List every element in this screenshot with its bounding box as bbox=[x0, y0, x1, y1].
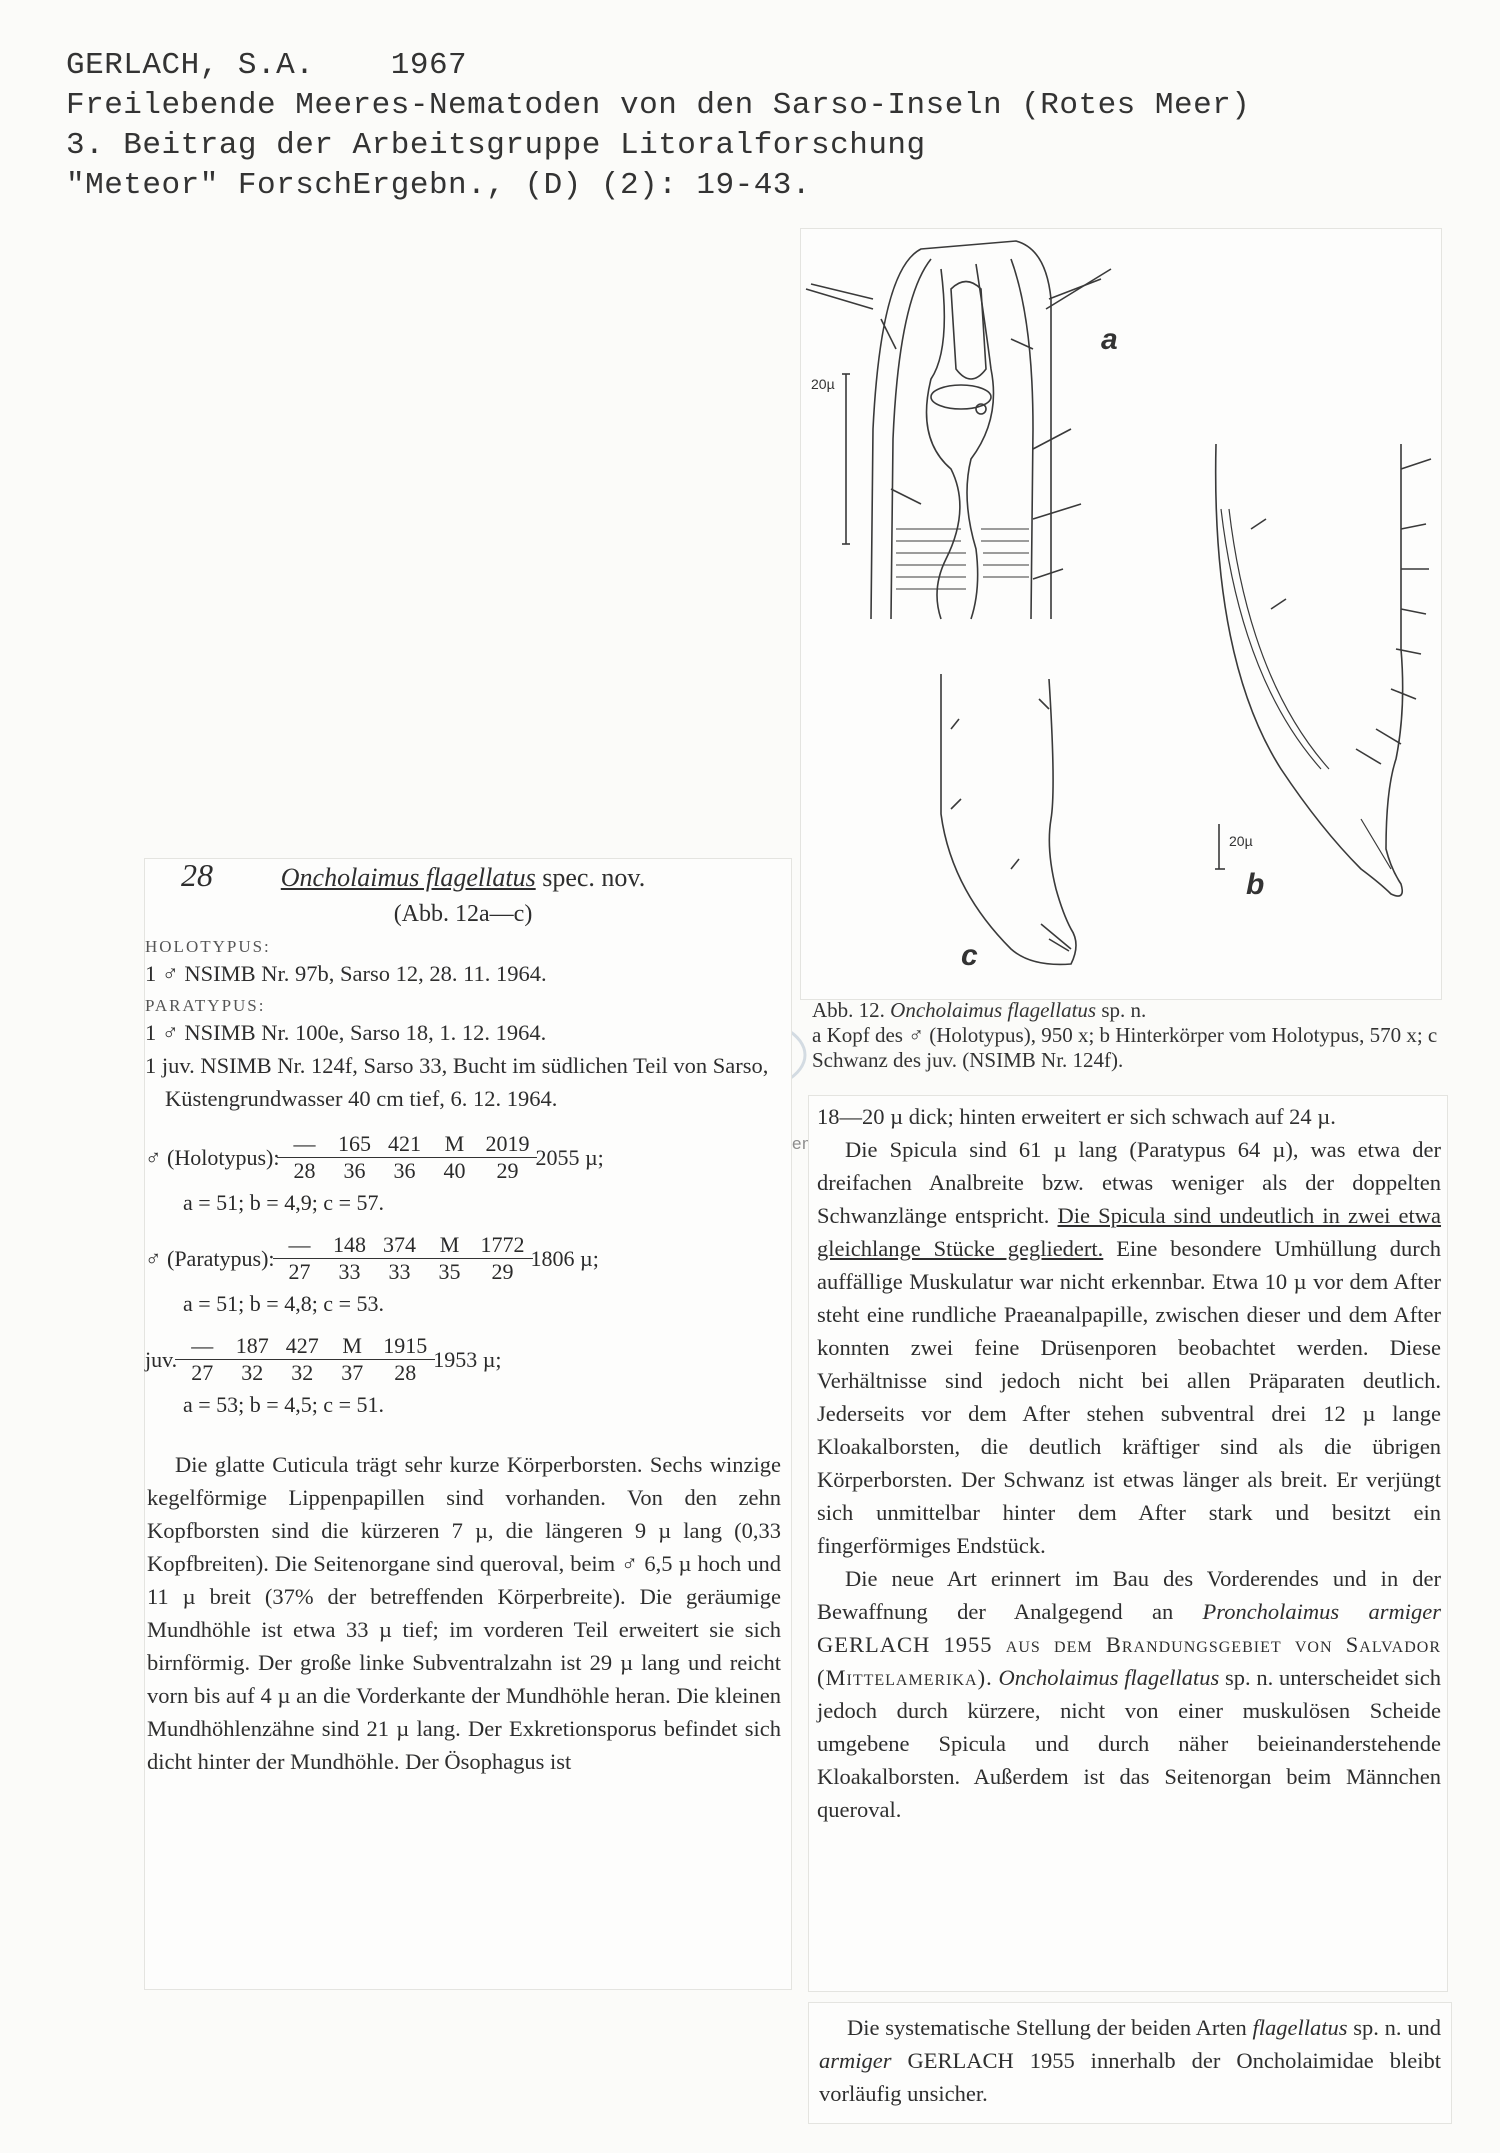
fraction-num: 2019 bbox=[477, 1131, 537, 1158]
measurement-block-juvenile bbox=[145, 1333, 781, 1418]
measurement-block-paratypus bbox=[145, 1232, 781, 1317]
citation-journal: "Meteor" ForschErgebn., (D) (2): 19-43. bbox=[66, 168, 812, 203]
species-suffix: spec. nov. bbox=[542, 863, 646, 892]
measurement-total: 1806 µ; bbox=[530, 1245, 599, 1271]
description-paragraph: Die glatte Cuticula trägt sehr kurze Körperborsten. Sechs winzige kegelförmige Lippenpapillen sind vorhanden. Von den zehn Kopfborsten sind die kürzeren 7 µ, die längeren 9 µ lang (0,33 Kopfbreiten). Die Seitenorgane sind queroval, beim ♂ 6,5 µ hoch und 11 µ breit (37% der betreffenden Körperbreite). Die geräumige Mundhöhle ist etwa 33 µ tief; im vorderen Teil erweitert sie sich birnförmig. Der große linke Subventralzahn ist 29 µ lang und reicht vorn bis auf 4 µ an die Vorderkante der Mundhöhle heran. Die kleinen Mundhöhlenzähne sind 21 µ lang. Der Exkretionsporus befindet sich dicht hinter der Mundhöhle. Der Ösophagus ist bbox=[147, 1452, 781, 1774]
systematic-species-1: flagellatus bbox=[1252, 2015, 1348, 2040]
fraction-num: M bbox=[427, 1131, 481, 1158]
spicula-sentence-underlined: Die Spicula sind undeutlich in zwei etwa gleichlange Stücke gegliedert. bbox=[817, 1203, 1442, 1261]
measurement-ratios: a = 51; b = 4,8; c = 53. bbox=[183, 1291, 384, 1316]
fraction-den: 28 bbox=[394, 1360, 417, 1385]
fraction-num: 374 bbox=[373, 1232, 427, 1259]
figure-caption bbox=[812, 998, 1448, 1073]
oesophagus-continuation: 18—20 µ dick; hinten erweitert er sich schwach auf 24 µ. bbox=[817, 1104, 1336, 1129]
fraction-num: 148 bbox=[323, 1232, 377, 1259]
measurement-total: 2055 µ; bbox=[535, 1144, 604, 1170]
comparison-paragraph bbox=[817, 1562, 1441, 1826]
holotypus-entry: 1 ♂ NSIMB Nr. 97b, Sarso 12, 28. 11. 1964. bbox=[145, 961, 547, 986]
fraction-num: 187 bbox=[225, 1333, 279, 1360]
fraction-den: 37 bbox=[341, 1360, 364, 1385]
fraction-num: 427 bbox=[275, 1333, 329, 1360]
figure-panel bbox=[800, 228, 1442, 1000]
fraction-num: 1772 bbox=[473, 1232, 533, 1259]
systematic-note bbox=[808, 2002, 1452, 2124]
paratypus-label: PARATYPUS: bbox=[145, 996, 266, 1015]
fraction-den: 32 bbox=[241, 1360, 264, 1385]
spicula-paragraph bbox=[817, 1133, 1441, 1562]
caption-sp: sp. n. bbox=[1101, 998, 1147, 1022]
fraction-num: — bbox=[273, 1232, 327, 1259]
scale-bar-a-label: 20µ bbox=[811, 376, 835, 392]
measurement-ratios: a = 51; b = 4,9; c = 57. bbox=[183, 1190, 384, 1215]
fraction-den: 27 bbox=[191, 1360, 214, 1385]
citation-title: Freilebende Meeres-Nematoden von den Sarso-Inseln (Rotes Meer) bbox=[66, 88, 1251, 123]
figure-label-a: a bbox=[1101, 323, 1118, 356]
fraction-num: — bbox=[277, 1131, 331, 1158]
citation-header bbox=[66, 46, 1446, 206]
measurement-ratios: a = 53; b = 4,5; c = 51. bbox=[183, 1392, 384, 1417]
caption-species: Oncholaimus flagellatus bbox=[890, 998, 1097, 1022]
paratypus-entry-2: 1 juv. NSIMB Nr. 124f, Sarso 33, Bucht im südlichen Teil von Sarso, Küstengrundwasser 40 cm tief, 6. 12. 1964. bbox=[145, 1053, 769, 1111]
fraction-den: 27 bbox=[288, 1259, 311, 1284]
fraction-den: 33 bbox=[388, 1259, 411, 1284]
systematic-text-2: sp. n. und bbox=[1353, 2015, 1441, 2040]
species-heading bbox=[145, 857, 781, 894]
measurement-label: ♂ (Holotypus): bbox=[145, 1144, 280, 1170]
citation-author-year: GERLACH, S.A. 1967 bbox=[66, 48, 468, 83]
figure-label-b: b bbox=[1246, 868, 1265, 901]
measurement-block-holotypus bbox=[145, 1131, 781, 1216]
caption-title: Abb. 12. bbox=[812, 998, 885, 1022]
measurement-label: juv. bbox=[145, 1346, 178, 1372]
nematode-drawings bbox=[801, 229, 1441, 999]
spicula-sentence-1: Die Spicula sind 61 µ lang (Paratypus 64 µ), was etwa der dreifachen Analbreite bzw. etwas weniger als der doppelten Schwanzlänge entspricht. bbox=[817, 1137, 1441, 1228]
systematic-note-text bbox=[809, 2003, 1451, 2110]
paratypus-entry-1: 1 ♂ NSIMB Nr. 100e, Sarso 18, 1. 12. 1964. bbox=[145, 1020, 547, 1045]
drawing-a-head bbox=[806, 241, 1111, 619]
comparison-species-2: Oncholaimus flagellatus bbox=[998, 1665, 1220, 1690]
fraction-den: 36 bbox=[343, 1158, 366, 1183]
species-number: 28 bbox=[181, 857, 213, 893]
systematic-text-3: GERLACH 1955 innerhalb der Oncholaimidae bleibt vorläufig unsicher. bbox=[819, 2048, 1442, 2106]
fraction-den: 29 bbox=[496, 1158, 519, 1183]
systematic-species-2: armiger bbox=[819, 2048, 892, 2073]
holotypus-label: HOLOTYPUS: bbox=[145, 937, 271, 956]
comparison-species-1: Proncholaimus armiger bbox=[1202, 1599, 1442, 1624]
comparison-text-1: Die neue Art erinnert im Bau des Vorderendes und in der Bewaffnung der Analgegend an bbox=[817, 1566, 1441, 1624]
fraction-den: 40 bbox=[443, 1158, 466, 1183]
fraction-num: — bbox=[175, 1333, 229, 1360]
comparison-text-3: sp. n. unterscheidet sich jedoch durch kürzere, nicht von einer muskulösen Scheide umgebene Spicula und durch näher beieinanderstehende Kloakalborsten. Außerdem ist das Seitenorgan beim Männchen queroval. bbox=[817, 1665, 1441, 1822]
measurement-total: 1953 µ; bbox=[433, 1346, 502, 1372]
systematic-text-1: Die systematische Stellung der beiden Arten bbox=[847, 2015, 1247, 2040]
fraction-num: M bbox=[325, 1333, 379, 1360]
species-name: Oncholaimus flagellatus bbox=[280, 863, 536, 892]
fraction-num: M bbox=[423, 1232, 477, 1259]
fraction-num: 165 bbox=[327, 1131, 381, 1158]
fraction-num: 421 bbox=[377, 1131, 431, 1158]
species-figref: (Abb. 12a—c) bbox=[393, 901, 533, 927]
drawing-c-tail bbox=[941, 674, 1076, 964]
comparison-text-2: GERLACH 1955 aus dem Brandungsgebiet von Salvador (Mittelamerika). bbox=[817, 1632, 1441, 1690]
fraction-den: 36 bbox=[393, 1158, 416, 1183]
figure-label-c: c bbox=[961, 939, 978, 972]
scale-bar-b-label: 20µ bbox=[1229, 833, 1253, 849]
fraction-den: 28 bbox=[293, 1158, 316, 1183]
measurement-label: ♂ (Paratypus): bbox=[145, 1245, 275, 1271]
fraction-num: 1915 bbox=[375, 1333, 435, 1360]
caption-text: a Kopf des ♂ (Holotypus), 950 x; b Hinterkörper vom Holotypus, 570 x; c Schwanz des juv. (NSIMB Nr. 124f). bbox=[812, 1023, 1438, 1072]
left-column bbox=[144, 858, 792, 1990]
fraction-den: 33 bbox=[338, 1259, 361, 1284]
drawing-b-posterior bbox=[1215, 444, 1431, 896]
fraction-den: 29 bbox=[491, 1259, 514, 1284]
right-column bbox=[808, 1095, 1448, 1992]
spicula-sentence-rest: Eine besondere Umhüllung durch auffällige Muskulatur war nicht erkennbar. Etwa 10 µ vor dem After steht eine rundliche Praeanalpapille, zwischen dieser und dem After konnten zwei feine Drüsenporen beobachtet werden. Diese Verhältnisse sind jedoch nicht bei allen Präparaten deutlich. Jederseits vor dem After stehen subventral drei 12 µ lange Kloakalborsten, die deutlich kräftiger sind als die übrigen Körperborsten. Der Schwanz ist etwas länger als breit. Er verjüngt sich unmittelbar hinter dem After stark und besitzt ein fingerförmiges Endstück. bbox=[817, 1236, 1442, 1558]
fraction-den: 32 bbox=[291, 1360, 314, 1385]
fraction-den: 35 bbox=[438, 1259, 461, 1284]
citation-series: 3. Beitrag der Arbeitsgruppe Litoralforschung bbox=[66, 128, 926, 163]
